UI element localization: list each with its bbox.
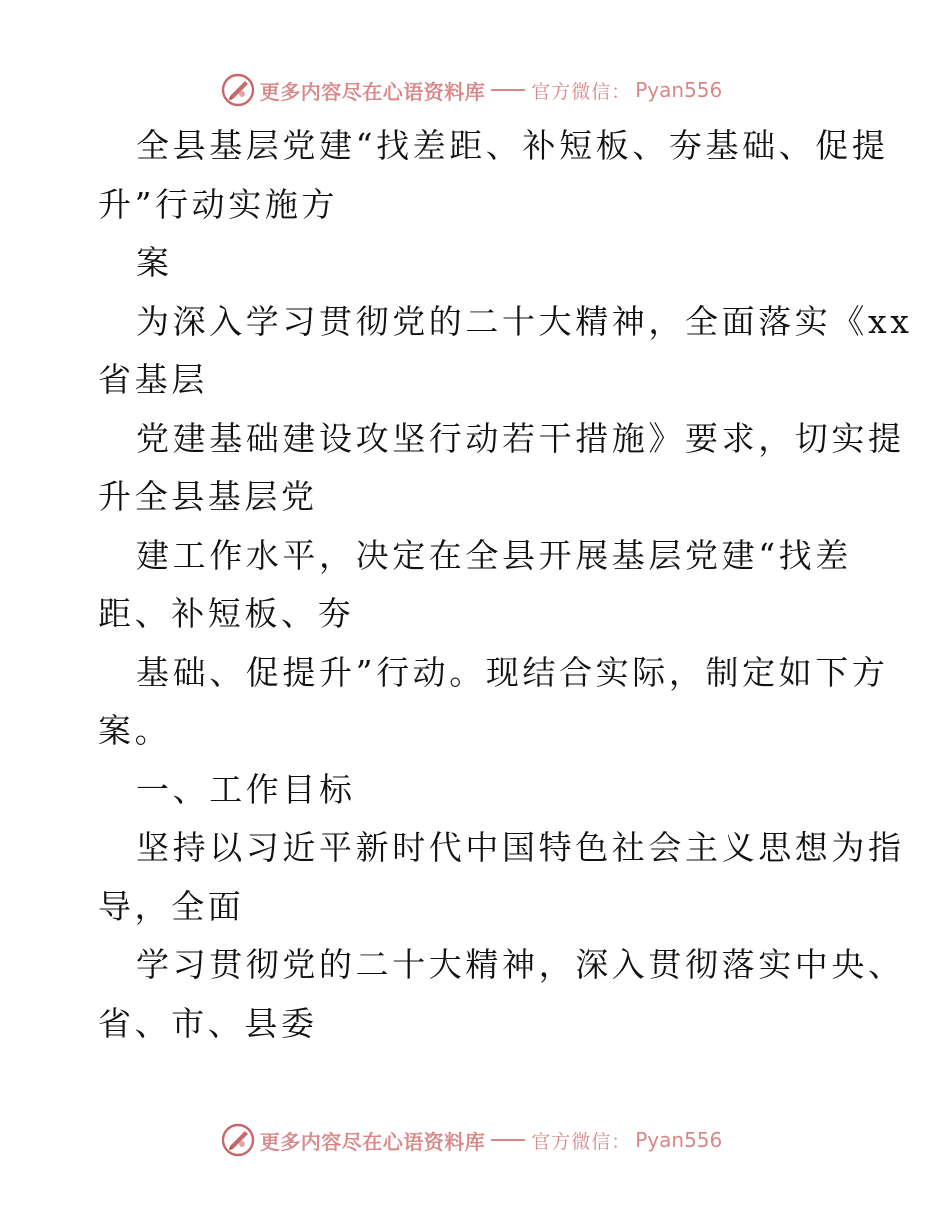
watermark-dash — [491, 1139, 525, 1141]
doc-line: 导，全面 — [98, 887, 245, 926]
watermark-text: 更多内容尽在心语资料库 — [259, 79, 486, 104]
doc-line: 省基层 — [98, 360, 208, 399]
footer-watermark — [0, 1120, 950, 1160]
doc-line: 省、市、县委 — [98, 1004, 318, 1043]
doc-line: 坚持以习近平新时代中国特色社会主义思想为指 — [136, 828, 905, 867]
doc-line: 学习贯彻党的二十大精神，深入贯彻落实中央、 — [136, 945, 905, 984]
watermark-dash — [491, 89, 525, 91]
doc-line: 案。 — [98, 711, 172, 750]
watermark-id: Pyan556 — [635, 78, 723, 102]
watermark-label: 官方微信： — [531, 80, 632, 103]
doc-line: 升全县基层党 — [98, 477, 318, 516]
doc-line: 基础、促提升”行动。现结合实际，制定如下方 — [136, 653, 889, 692]
doc-line: 升”行动实施方 — [98, 185, 339, 224]
doc-line: 建工作水平，决定在全县开展基层党建“找差 — [136, 536, 852, 575]
doc-line: 党建基础建设攻坚行动若干措施》要求，切实提 — [136, 419, 905, 458]
doc-line: 距、补短板、夯 — [98, 594, 355, 633]
doc-line: 为深入学习贯彻党的二十大精神，全面落实《xx — [136, 302, 913, 341]
brand-logo-icon — [220, 72, 256, 108]
watermark-id: Pyan556 — [635, 1128, 723, 1152]
watermark-text: 更多内容尽在心语资料库 — [259, 1129, 486, 1154]
watermark-label: 官方微信： — [531, 1130, 632, 1153]
header-watermark — [0, 70, 950, 110]
doc-line: 案 — [136, 243, 173, 282]
brand-logo-icon — [220, 1122, 256, 1158]
doc-section-heading: 一、工作目标 — [136, 770, 356, 809]
doc-line: 全县基层党建“找差距、补短板、夯基础、促提 — [136, 126, 889, 165]
